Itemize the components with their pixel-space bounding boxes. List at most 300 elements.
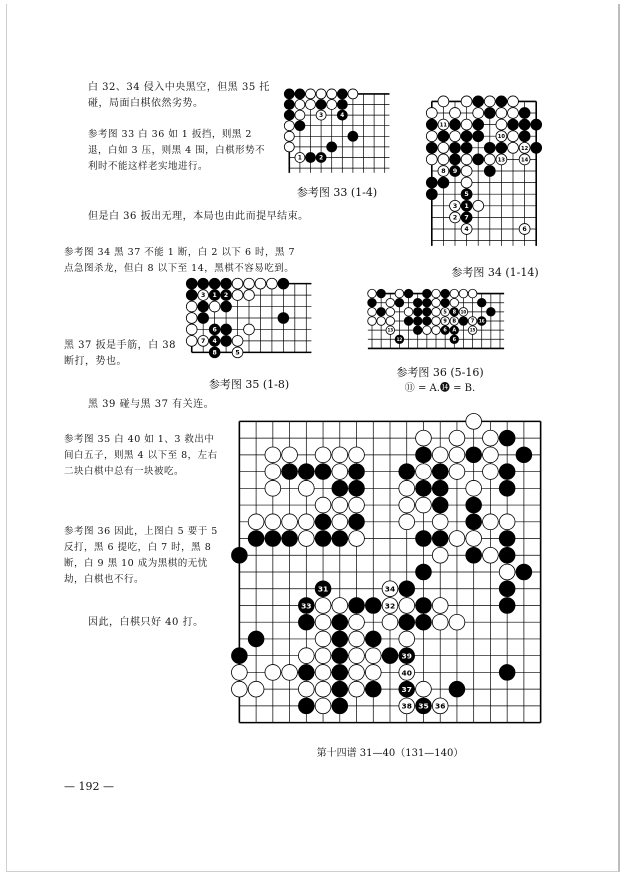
black-stone [466, 447, 482, 463]
black-stone [461, 131, 472, 142]
paragraph-8: 参考图 36 因此，上图白 5 要于 5 反打，黑 6 提吃，白 7 时，黑 8 断，白 9 黑 10 成为黑棋的无忧劫，白棋也不行。 [64, 526, 218, 585]
black-stone [399, 614, 415, 630]
white-stone [315, 631, 331, 647]
white-stone [416, 681, 432, 697]
white-stone [432, 317, 441, 326]
white-stone [399, 598, 415, 614]
black-stone [499, 547, 515, 563]
move-number: 1 [212, 292, 217, 300]
white-stone [508, 131, 519, 142]
move-number: 6 [452, 336, 457, 343]
white-stone [449, 447, 465, 463]
black-stone [416, 614, 432, 630]
white-stone [450, 289, 459, 298]
white-stone [244, 278, 255, 289]
black-stone [306, 153, 316, 163]
black-stone [459, 317, 468, 326]
black-stone [496, 96, 507, 107]
black-stone [449, 681, 465, 697]
paragraph-5: 黑 37 扳是手筋，白 38 断打，势也。 [64, 340, 176, 367]
black-stone [186, 290, 197, 301]
move-number: 8 [212, 349, 217, 357]
move-number: 8 [452, 309, 457, 316]
black-stone [399, 581, 415, 597]
white-stone [282, 514, 298, 530]
white-stone [461, 119, 472, 130]
white-stone [483, 547, 499, 563]
white-stone [461, 154, 472, 165]
move-number: 32 [384, 601, 396, 611]
white-stone [382, 614, 398, 630]
black-stone [221, 336, 232, 347]
white-stone [232, 336, 243, 347]
move-number: 2 [319, 155, 324, 162]
black-stone [473, 131, 484, 142]
white-stone [295, 110, 305, 120]
move-number: A [452, 327, 457, 334]
white-stone [244, 290, 255, 301]
white-stone [332, 447, 348, 463]
white-stone [450, 108, 461, 119]
black-stone [186, 278, 197, 289]
move-number: 10 [460, 309, 467, 315]
black-stone [423, 317, 432, 326]
black-stone [284, 89, 294, 99]
black-stone [450, 119, 461, 130]
white-stone [186, 324, 197, 335]
black-stone [499, 581, 515, 597]
black-stone [332, 665, 348, 681]
go-diagram-34 [420, 82, 548, 260]
black-stone [466, 514, 482, 530]
move-number: 9 [452, 167, 458, 175]
white-stone [248, 514, 264, 530]
white-stone [461, 166, 472, 177]
black-stone [198, 313, 209, 324]
white-stone [349, 665, 365, 681]
black-stone [349, 480, 365, 496]
black-stone [337, 100, 347, 110]
white-stone [315, 447, 331, 463]
white-stone [416, 430, 432, 446]
move-number: 13 [497, 157, 505, 164]
white-stone [232, 665, 248, 681]
move-number: 8 [441, 167, 446, 175]
black-stone [298, 665, 314, 681]
page-number: — 192 — [64, 780, 114, 793]
black-stone [499, 430, 515, 446]
black-stone [477, 298, 486, 307]
white-stone [483, 430, 499, 446]
white-stone [449, 464, 465, 480]
black-stone [484, 166, 495, 177]
move-number: 2 [452, 214, 458, 222]
white-stone [423, 326, 432, 335]
move-number: 7 [464, 214, 469, 222]
paragraph-1: 白 32、34 侵入中央黑空，但黑 35 托碰，局面白棋依然劣势。 [88, 82, 270, 109]
white-stone [416, 497, 432, 513]
white-stone [483, 464, 499, 480]
paragraph-7: 参考图 35 白 40 如 1、3 救出中间白五子，则黑 4 以下至 8，左右二块白棋中总有一块被吃。 [64, 434, 218, 477]
move-number: 14 [521, 157, 529, 164]
white-stone [386, 308, 395, 317]
white-stone [315, 665, 331, 681]
black-stone [315, 531, 331, 547]
black-stone [332, 480, 348, 496]
white-stone [432, 326, 441, 335]
white-stone [244, 324, 255, 335]
move-number: 10 [497, 134, 505, 141]
black-stone [438, 131, 449, 142]
black-stone [516, 564, 532, 580]
black-stone [496, 142, 507, 153]
move-number: 34 [384, 584, 396, 594]
white-stone [315, 497, 331, 513]
white-stone [332, 514, 348, 530]
white-stone [349, 681, 365, 697]
black-stone [248, 531, 264, 547]
white-stone [368, 308, 377, 317]
white-stone [365, 665, 381, 681]
move-number: 31 [317, 584, 329, 594]
black-stone [461, 142, 472, 153]
white-stone [399, 631, 415, 647]
white-stone [265, 447, 281, 463]
black-stone [487, 308, 496, 317]
black-stone [416, 598, 432, 614]
black-stone [426, 142, 437, 153]
black-stone [332, 614, 348, 630]
black-stone [365, 598, 381, 614]
black-stone [531, 142, 542, 153]
black-stone [432, 531, 448, 547]
black-stone [484, 142, 495, 153]
white-stone [473, 200, 484, 211]
go-diagram-33 [278, 82, 396, 180]
white-stone [368, 289, 377, 298]
move-number: 3 [452, 202, 458, 210]
white-stone [377, 317, 386, 326]
black-stone [315, 464, 331, 480]
white-stone [349, 614, 365, 630]
black-stone [450, 154, 461, 165]
black-stone [221, 324, 232, 335]
white-stone [298, 648, 314, 664]
black-stone [278, 278, 289, 289]
move-number: 38 [401, 701, 412, 711]
white-stone [426, 108, 437, 119]
white-stone [466, 414, 482, 430]
paragraph-4: 参考图 34 黑 37 不能 1 断，白 2 以下 6 时，黑 7 点急图杀龙，但白 8 以下至 14，黑棋不容易吃到。 [64, 247, 296, 274]
white-stone [186, 301, 197, 312]
black-stone [349, 598, 365, 614]
black-stone [198, 301, 209, 312]
white-stone [298, 531, 314, 547]
white-stone [348, 89, 358, 99]
black-stone [332, 531, 348, 547]
white-stone [232, 278, 243, 289]
white-stone [395, 289, 404, 298]
move-number: 35 [418, 701, 429, 711]
black-stone [432, 464, 448, 480]
move-number: 36 [435, 701, 446, 711]
move-number: 6 [522, 225, 527, 233]
black-stone [423, 308, 432, 317]
white-stone [399, 497, 415, 513]
white-stone [315, 648, 331, 664]
black-stone [365, 631, 381, 647]
white-stone [232, 290, 243, 301]
white-stone [432, 614, 448, 630]
white-stone [416, 464, 432, 480]
black-stone [232, 547, 248, 563]
white-stone [438, 142, 449, 153]
white-stone [186, 313, 197, 324]
black-stone [282, 531, 298, 547]
black-stone [413, 308, 422, 317]
white-stone [508, 108, 519, 119]
black-stone [531, 119, 542, 130]
white-stone [432, 598, 448, 614]
white-stone [306, 100, 316, 110]
white-stone [349, 648, 365, 664]
black-stone [466, 497, 482, 513]
white-stone [473, 108, 484, 119]
caption-diagram-36-note: ⑪ = A.⓮ = B. [404, 383, 476, 394]
black-stone [365, 681, 381, 697]
white-stone [449, 614, 465, 630]
white-stone [349, 447, 365, 463]
black-stone [404, 289, 413, 298]
black-stone [426, 189, 437, 200]
move-number: 1 [464, 202, 469, 210]
white-stone [284, 121, 294, 131]
move-number: 13 [387, 327, 394, 333]
move-number: 5 [235, 349, 240, 357]
move-number: 6 [212, 326, 217, 334]
white-stone [248, 681, 264, 697]
white-stone [386, 298, 395, 307]
move-number: 7 [201, 337, 206, 345]
black-stone [382, 648, 398, 664]
white-stone [186, 336, 197, 347]
white-stone [265, 514, 281, 530]
white-stone [282, 447, 298, 463]
move-number: 12 [396, 336, 403, 342]
black-stone [484, 108, 495, 119]
black-stone [332, 681, 348, 697]
white-stone [399, 480, 415, 496]
white-stone [284, 131, 294, 141]
black-stone [332, 648, 348, 664]
black-stone [377, 308, 386, 317]
caption-main-board: 第十四谱 31—40（131—140） [316, 748, 464, 759]
white-stone [399, 514, 415, 530]
move-number: 5 [443, 309, 447, 316]
black-stone [221, 301, 232, 312]
black-stone [399, 464, 415, 480]
move-number: 33 [301, 601, 312, 611]
white-stone [499, 564, 515, 580]
paragraph-3: 但是白 36 扳出无理，本局也由此而提早结束。 [88, 211, 309, 222]
black-stone [450, 142, 461, 153]
move-number: 16 [478, 318, 485, 324]
white-stone [432, 447, 448, 463]
move-number: B [452, 318, 457, 325]
white-stone [298, 514, 314, 530]
black-stone [426, 119, 437, 130]
white-stone [466, 531, 482, 547]
paragraph-9: 因此，白棋只好 40 打。 [88, 617, 204, 628]
black-stone [395, 298, 404, 307]
caption-diagram-33: 参考图 33 (1-4) [296, 186, 378, 199]
black-stone [348, 131, 358, 141]
white-stone [295, 100, 305, 110]
white-stone [349, 631, 365, 647]
white-stone [265, 665, 281, 681]
white-stone [284, 142, 294, 152]
black-stone [332, 631, 348, 647]
white-stone [332, 497, 348, 513]
black-stone [441, 298, 450, 307]
black-stone [232, 648, 248, 664]
white-stone [496, 108, 507, 119]
black-stone [198, 278, 209, 289]
black-stone [438, 177, 449, 188]
white-stone [499, 514, 515, 530]
move-number: 9 [443, 318, 447, 325]
black-stone [209, 278, 220, 289]
white-stone [461, 177, 472, 188]
move-number: 4 [340, 112, 345, 119]
white-stone [483, 447, 499, 463]
black-stone [516, 447, 532, 463]
black-stone [499, 480, 515, 496]
white-stone [298, 681, 314, 697]
white-stone [255, 278, 266, 289]
go-diagram-36 [334, 283, 538, 359]
black-stone [473, 119, 484, 130]
white-stone [432, 289, 441, 298]
move-number: 15 [469, 327, 476, 333]
white-stone [315, 681, 331, 697]
white-stone [298, 480, 314, 496]
black-stone [327, 142, 337, 152]
black-stone [282, 464, 298, 480]
white-stone [265, 480, 281, 496]
white-stone [332, 464, 348, 480]
white-stone [438, 154, 449, 165]
white-stone [459, 289, 468, 298]
white-stone [432, 514, 448, 530]
white-stone [365, 648, 381, 664]
white-stone [508, 142, 519, 153]
white-stone [438, 96, 449, 107]
black-stone [248, 631, 264, 647]
black-stone [316, 100, 326, 110]
white-stone [432, 547, 448, 563]
black-stone [416, 531, 432, 547]
white-stone [432, 298, 441, 307]
white-stone [327, 100, 337, 110]
black-stone [349, 464, 365, 480]
black-stone [315, 514, 331, 530]
black-stone [295, 89, 305, 99]
white-stone [483, 514, 499, 530]
black-stone [499, 665, 515, 681]
black-stone [284, 100, 294, 110]
move-number: 6 [443, 327, 447, 334]
black-stone [519, 108, 530, 119]
white-stone [327, 89, 337, 99]
black-stone [416, 480, 432, 496]
black-stone [332, 698, 348, 714]
black-stone [473, 96, 484, 107]
move-number: 3 [201, 292, 206, 300]
move-number: 4 [212, 337, 217, 345]
black-stone [284, 110, 294, 120]
caption-diagram-35: 参考图 35 (1-8) [208, 378, 290, 391]
black-stone [519, 119, 530, 130]
black-stone [298, 614, 314, 630]
black-stone [298, 464, 314, 480]
white-stone [315, 598, 331, 614]
caption-diagram-36: 参考图 36 (5-16) [396, 366, 484, 379]
move-number: 12 [521, 145, 529, 152]
black-stone [519, 131, 530, 142]
move-number: 4 [464, 225, 469, 233]
white-stone [386, 317, 395, 326]
white-stone [449, 531, 465, 547]
black-stone [416, 564, 432, 580]
black-stone [432, 480, 448, 496]
white-stone [306, 89, 316, 99]
black-stone [377, 289, 386, 298]
white-stone [508, 96, 519, 107]
black-stone [337, 89, 347, 99]
white-stone [267, 278, 278, 289]
white-stone [468, 289, 477, 298]
paragraph-6: 黑 39 碰与黑 37 有关连。 [88, 399, 215, 410]
move-number: 37 [401, 684, 412, 694]
white-stone [466, 480, 482, 496]
black-stone [423, 289, 432, 298]
white-stone [315, 614, 331, 630]
black-stone [441, 289, 450, 298]
white-stone [484, 154, 495, 165]
black-stone [432, 497, 448, 513]
black-stone [404, 317, 413, 326]
black-stone [499, 598, 515, 614]
black-stone [298, 698, 314, 714]
white-stone [484, 96, 495, 107]
white-stone [426, 131, 437, 142]
white-stone [450, 131, 461, 142]
white-stone [315, 698, 331, 714]
black-stone [508, 119, 519, 130]
white-stone [368, 317, 377, 326]
white-stone [461, 96, 472, 107]
black-stone [349, 514, 365, 530]
paragraph-2: 参考图 33 白 36 如 1 扳挡，则黑 2 退，白如 3 压，则黑 4 围，白棋形势不利时不能这样老实地进行。 [88, 129, 266, 172]
white-stone [496, 119, 507, 130]
black-stone [499, 531, 515, 547]
move-number: 39 [401, 651, 412, 661]
white-stone [449, 430, 465, 446]
move-number: 11 [439, 122, 447, 129]
black-stone [473, 154, 484, 165]
black-stone [278, 313, 289, 324]
